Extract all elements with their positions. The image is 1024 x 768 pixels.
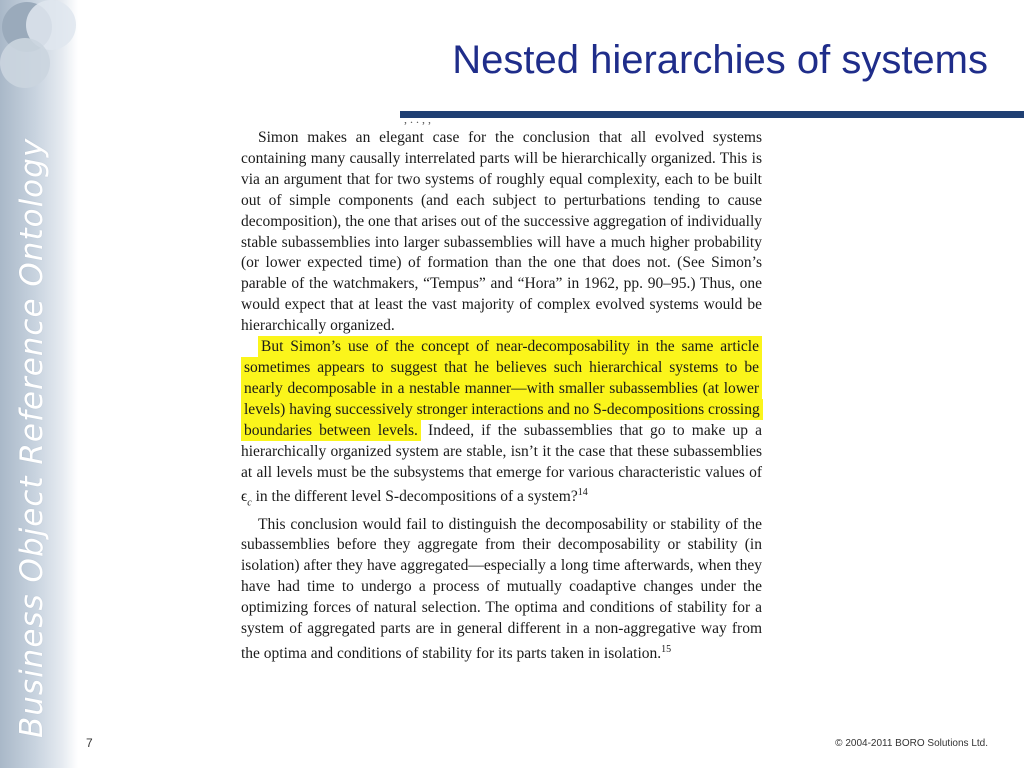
footnote-marker: 15 (661, 644, 672, 655)
scanned-page-excerpt (224, 112, 772, 730)
paragraph-3: This conclusion would fail to distinguish the decomposability or stability of the subassemblies before they aggregate from their decomposability or stability (in isolation) after they have aggregated—especially a long time afterwards, when they have had time to undergo a process of mutually coadaptive changes under the optimizing forces of natural selection. The optima and conditions of stability for a system of aggregated parts are in general different in a non-aggregative way from the optima and conditions of stability for its parts taken in isolation.$^{15}$ (241, 515, 762, 663)
paragraph-2: But Simon’s use of the concept of near-decomposability in the same article sometimes appears to suggest that he believes such hierarchical systems to be nearly decomposable in a nestable manner—with smaller subassemblies (at lower levels) having successively stronger interactions and no S-decompositions crossing boundaries between levels. Indeed, if the subassemblies that go to make up a hierarchically organized system are stable, isn’t it the case that these subassemblies at all levels must be the subsystems that emerge for various characteristic values of $\epsilon_c$ in the different level S-decompositions of a system?$^{14}$ (241, 338, 762, 509)
footnote-marker: 14 (577, 487, 588, 499)
copyright: © 2004-2011 BORO Solutions Ltd. (835, 738, 988, 749)
sidebar-band (0, 0, 78, 768)
page-number: 7 (86, 736, 93, 750)
decor-circle-icon (0, 38, 50, 88)
page-title: Nested hierarchies of systems (452, 38, 988, 82)
paragraph-1: Simon makes an elegant case for the conclusion that all evolved systems containing many causally interrelated parts will be hierarchically organized. This is via an argument that for two systems of roughly equal complexity, each to be built out of simple components (and each subject to perturbations tending to cause decomposition), the one that arises out of the successive aggregation of individually stable subassemblies into larger subassemblies will have a much higher probability (or lower expected time) of formation than the one that does not. (See Simon’s parable of the watchmakers, “Tempus” and “Hora” in 1962, pp. 90–95.) Thus, one would expect that at least the vast majority of complex evolved systems would be hierarchically organized. (241, 129, 762, 335)
title-rule (400, 111, 1024, 118)
scan-top-fragment: , . . , , (404, 112, 431, 126)
vertical-title: Business Object Reference Ontology (14, 137, 50, 738)
highlighted-passage: But Simon’s use of the concept of near-decomposability in the same article sometimes appears to suggest that he believes such hierarchical systems to be nearly decomposable in a nestable manner—with smaller subassemblies (at lower levels) having successively stronger interactions and no S-decompositions crossing boundaries between levels. (241, 336, 763, 441)
